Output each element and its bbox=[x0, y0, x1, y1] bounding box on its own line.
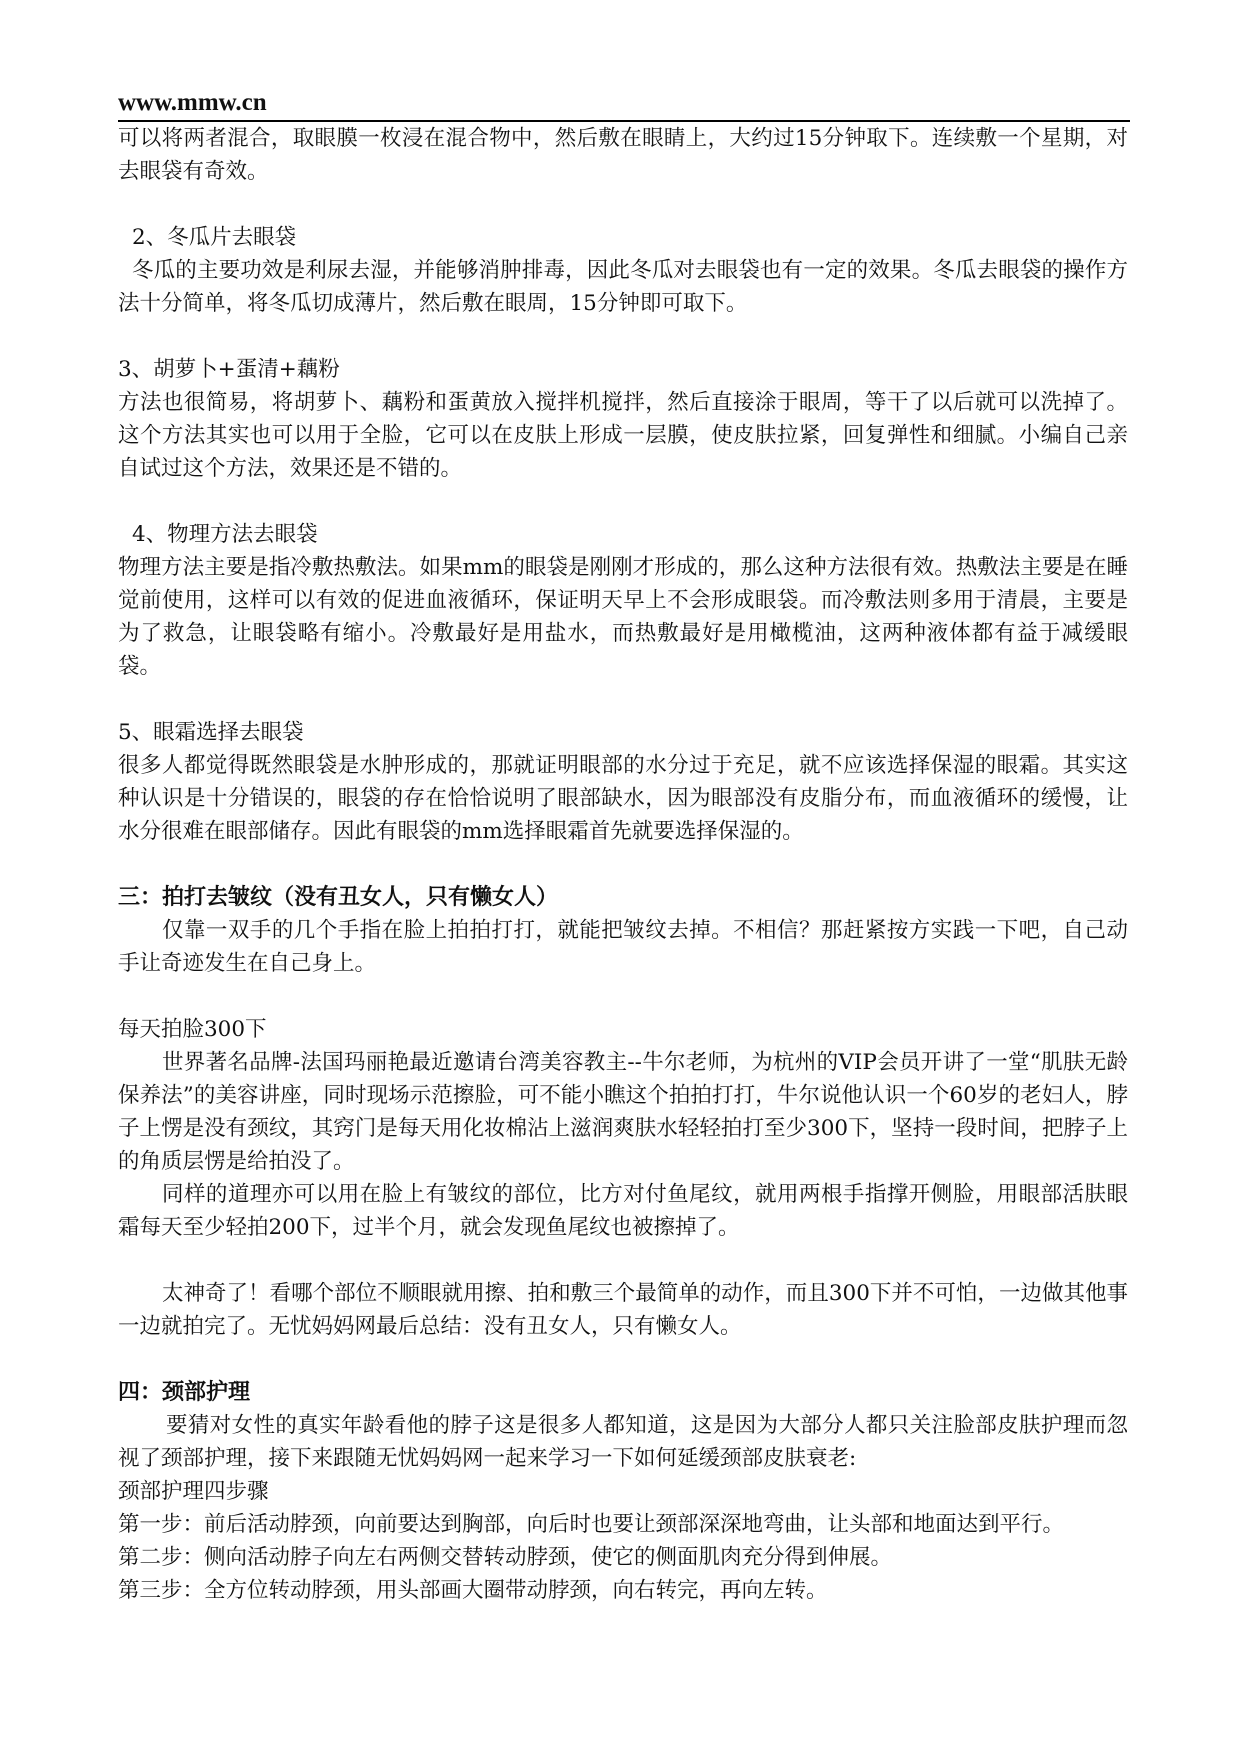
step-item: 第一步：前后活动脖颈，向前要达到胸部，向后时也要让颈部深深地弯曲，让头部和地面达到平行。 bbox=[118, 1512, 1065, 1537]
subheading: 4、物理方法去眼袋 bbox=[132, 522, 318, 547]
paragraph: 世界著名品牌-法国玛丽艳最近邀请台湾美容教主--牛尔老师，为杭州的VIP会员开讲了一堂“肌肤无龄保养法”的美容讲座，同时现场示范擦脸，可不能小瞧这个拍拍打打，牛尔说他认识一个60岁的老妇人，脖子上愣是没有颈纹，其窍门是每天用化妆棉沾上滋润爽肤水轻轻拍打至少300下，坚持一段时间，把脖子上的角质层愣是给拍没了。 bbox=[118, 1050, 1128, 1174]
paragraph: 可以将两者混合，取眼膜一枚浸在混合物中，然后敷在眼睛上，大约过15分钟取下。连续敷一个星期，对去眼袋有奇效。 bbox=[118, 126, 1128, 184]
spacer bbox=[118, 848, 1128, 881]
document-page bbox=[118, 88, 1128, 1607]
section-heading: 四：颈部护理 bbox=[118, 1379, 251, 1405]
step-item: 第二步：侧向活动脖子向左右两侧交替转动脖颈，使它的侧面肌肉充分得到伸展。 bbox=[118, 1545, 893, 1570]
subheading: 3、胡萝卜+蛋清+藕粉 bbox=[118, 357, 340, 382]
subheading: 颈部护理四步骤 bbox=[118, 1479, 269, 1504]
step-item: 第三步：全方位转动脖颈，用头部画大圈带动脖颈，向右转完，再向左转。 bbox=[118, 1578, 828, 1603]
paragraph: 要猜对女性的真实年龄看他的脖子这是很多人都知道，这是因为大部分人都只关注脸部皮肤护理而忽视了颈部护理，接下来跟随无忧妈妈网一起来学习一下如何延缓颈部皮肤衰老: bbox=[118, 1413, 1128, 1471]
site-header: www.mmw.cn bbox=[118, 88, 1130, 122]
subheading: 2、冬瓜片去眼袋 bbox=[132, 225, 297, 250]
paragraph: 仅靠一双手的几个手指在脸上拍拍打打，就能把皱纹去掉。不相信？那赶紧按方实践一下吧，自己动手让奇迹发生在自己身上。 bbox=[118, 918, 1128, 976]
subheading: 每天拍脸300下 bbox=[118, 1017, 267, 1042]
spacer bbox=[118, 320, 1128, 353]
paragraph: 方法也很简易，将胡萝卜、藕粉和蛋黄放入搅拌机搅拌，然后直接涂于眼周，等干了以后就可以洗掉了。这个方法其实也可以用于全脸，它可以在皮肤上形成一层膜，使皮肤拉紧，回复弹性和细腻。小编自己亲自试过这个方法，效果还是不错的。 bbox=[118, 390, 1128, 481]
spacer bbox=[118, 485, 1128, 518]
paragraph: 很多人都觉得既然眼袋是水肿形成的，那就证明眼部的水分过于充足，就不应该选择保湿的眼霜。其实这种认识是十分错误的，眼袋的存在恰恰说明了眼部缺水，因为眼部没有皮脂分布，而血液循环的缓慢，让水分很难在眼部储存。因此有眼袋的mm选择眼霜首先就要选择保湿的。 bbox=[118, 753, 1128, 844]
spacer bbox=[118, 1343, 1128, 1376]
spacer bbox=[118, 188, 1128, 221]
paragraph: 冬瓜的主要功效是利尿去湿，并能够消肿排毒，因此冬瓜对去眼袋也有一定的效果。冬瓜去眼袋的操作方法十分简单，将冬瓜切成薄片，然后敷在眼周，15分钟即可取下。 bbox=[118, 258, 1128, 316]
paragraph: 物理方法主要是指冷敷热敷法。如果mm的眼袋是刚刚才形成的，那么这种方法很有效。热敷法主要是在睡觉前使用，这样可以有效的促进血液循环，保证明天早上不会形成眼袋。而冷敷法则多用于清晨，主要是为了救急，让眼袋略有缩小。冷敷最好是用盐水，而热敷最好是用橄榄油，这两种液体都有益于减缓眼袋。 bbox=[118, 555, 1128, 679]
spacer bbox=[118, 1244, 1128, 1277]
section-heading: 三：拍打去皱纹（没有丑女人，只有懒女人） bbox=[118, 884, 559, 910]
paragraph: 同样的道理亦可以用在脸上有皱纹的部位，比方对付鱼尾纹，就用两根手指撑开侧脸，用眼部活肤眼霜每天至少轻拍200下，过半个月，就会发现鱼尾纹也被擦掉了。 bbox=[118, 1182, 1128, 1240]
subheading: 5、眼霜选择去眼袋 bbox=[118, 720, 304, 745]
paragraph: 太神奇了！看哪个部位不顺眼就用擦、拍和敷三个最简单的动作，而且300下并不可怕，一边做其他事一边就拍完了。无忧妈妈网最后总结：没有丑女人，只有懒女人。 bbox=[118, 1281, 1128, 1339]
spacer bbox=[118, 683, 1128, 716]
spacer bbox=[118, 980, 1128, 1013]
